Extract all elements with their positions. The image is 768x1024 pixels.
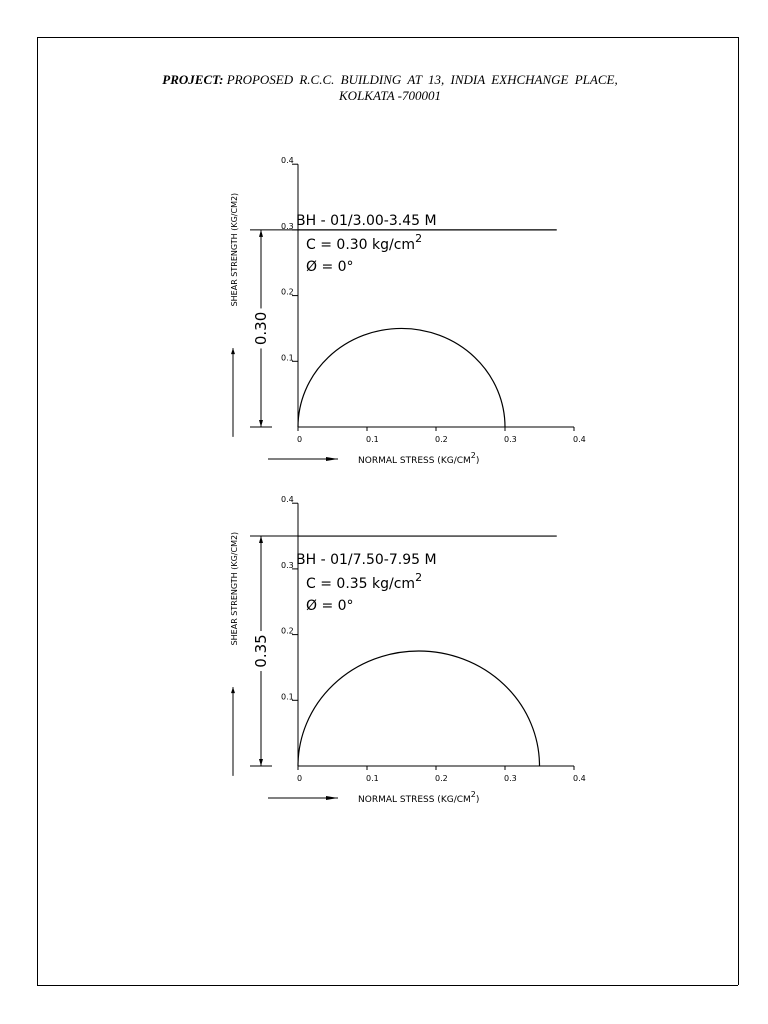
- x-tick-label: 0.2: [435, 435, 448, 444]
- y-axis-label: SHEAR STRENGTH (KG/CM2): [230, 192, 239, 307]
- cohesion-text: C = 0.35 kg/cm: [306, 576, 416, 592]
- x-axis-label: [358, 451, 479, 466]
- y-tick-label: 0.3: [281, 560, 294, 570]
- y-axis-label: SHEAR STRENGTH (KG/CM2): [230, 531, 239, 646]
- cohesion-superscript: 2: [415, 571, 423, 584]
- x-tick-label: 0: [297, 774, 303, 783]
- x-tick-label: 0.2: [435, 774, 448, 783]
- project-title-line1: PROPOSED R.C.C. BUILDING AT 13, INDIA EXHCHANGE PLACE,: [226, 72, 618, 87]
- project-label: PROJECT:: [162, 72, 224, 87]
- x-tick-label: 0.4: [573, 435, 586, 444]
- x-axis-label-text: NORMAL STRESS (KG/CM: [358, 795, 471, 805]
- y-axis-arrow-head: [231, 348, 235, 354]
- mohr-circle: [298, 328, 505, 427]
- cohesion-text: C = 0.30 kg/cm: [306, 237, 416, 253]
- cohesion-superscript: 2: [415, 232, 423, 245]
- dimension-arrow-bottom: [259, 759, 263, 766]
- y-tick-label: 0.4: [281, 495, 294, 505]
- x-axis-label-suffix: ): [475, 456, 480, 466]
- friction-angle-label: Ø = 0°: [306, 259, 354, 275]
- dimension-label: 0.35: [252, 634, 270, 668]
- project-title-line2: KOLKATA -700001: [339, 88, 441, 103]
- x-axis-label-text: NORMAL STRESS (KG/CM: [358, 456, 471, 466]
- x-tick-label: 0.4: [573, 774, 586, 783]
- x-tick-label: 0.1: [366, 435, 379, 444]
- x-tick-label: 0: [297, 435, 303, 444]
- x-axis-label-superscript: 2: [470, 790, 476, 799]
- x-axis-arrow-head: [326, 796, 338, 800]
- y-tick-label: 0.2: [281, 287, 294, 297]
- chart-1: [230, 156, 586, 466]
- friction-angle-label: Ø = 0°: [306, 598, 354, 614]
- y-axis-arrow-head: [231, 687, 235, 693]
- x-tick-label: 0.1: [366, 774, 379, 783]
- x-axis-label: [358, 790, 479, 805]
- dimension-arrow-bottom: [259, 420, 263, 427]
- chart-title: BH - 01/3.00-3.45 M: [296, 213, 437, 229]
- dimension-label: 0.30: [252, 311, 270, 346]
- y-tick-label: 0.1: [281, 353, 294, 363]
- cohesion-label: [306, 232, 422, 253]
- y-tick-label: 0.3: [281, 221, 294, 231]
- x-axis-label-suffix: ): [475, 795, 480, 805]
- y-tick-label: 0.2: [281, 626, 294, 636]
- y-tick-label: 0.4: [281, 156, 294, 166]
- chart-title: BH - 01/7.50-7.95 M: [296, 552, 437, 568]
- mohr-circle: [298, 651, 540, 766]
- cohesion-label: [306, 571, 422, 592]
- x-axis-label-superscript: 2: [470, 451, 476, 460]
- x-tick-label: 0.3: [504, 774, 517, 783]
- x-tick-label: 0.3: [504, 435, 517, 444]
- y-tick-label: 0.1: [281, 692, 294, 702]
- x-axis-arrow-head: [326, 457, 338, 461]
- chart-2: [230, 495, 586, 805]
- dimension-arrow-top: [259, 536, 263, 543]
- dimension-arrow-top: [259, 230, 263, 237]
